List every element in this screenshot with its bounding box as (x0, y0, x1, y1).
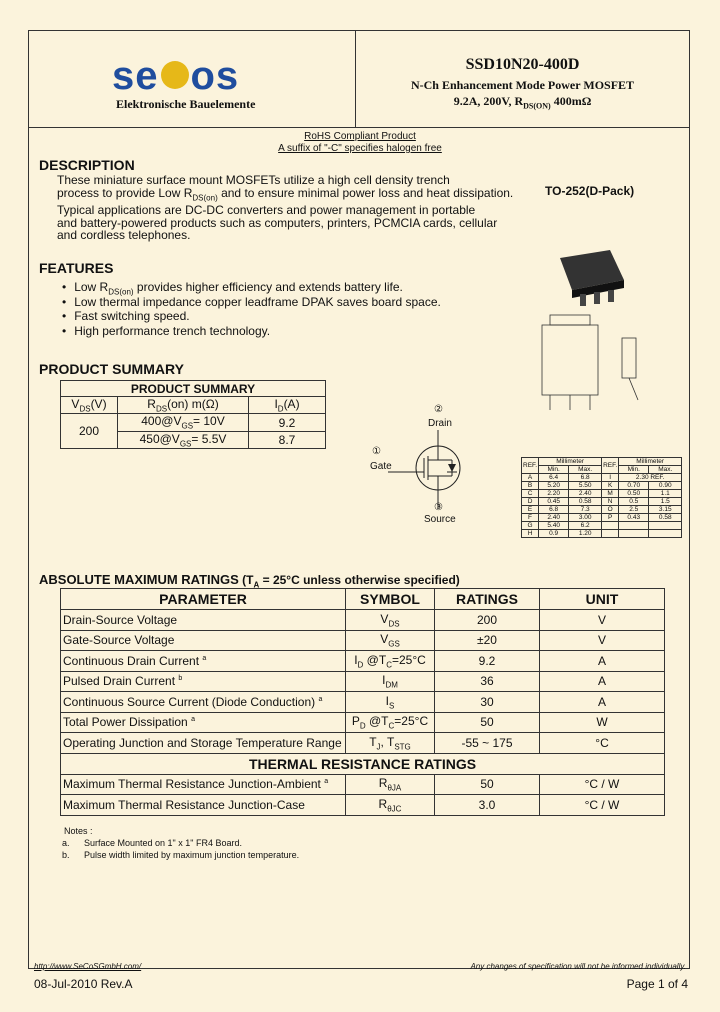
dim-cell: E (522, 506, 539, 514)
halogen-note: A suffix of "-C" specifies halogen free (278, 143, 442, 154)
symbol-cell: $V_{GS}$ (346, 630, 435, 651)
ratings-row (61, 692, 665, 713)
part-subtitle: N-Ch Enhancement Mode Power MOSFET (410, 78, 635, 92)
dim-cell: 2.30 REF. (619, 474, 682, 482)
feature-item: • Fast switching speed. (62, 309, 441, 324)
dim-header-mm: Millimeter (539, 458, 602, 466)
dim-cell: F (522, 514, 539, 522)
rating-cell: 9.2 (435, 651, 540, 672)
dim-cell: 0.90 (649, 482, 682, 490)
dim-cell: 0.43 (619, 514, 649, 522)
dimension-rows (522, 474, 682, 538)
logo-dot-icon (161, 61, 189, 89)
dim-cell: 7.3 (569, 506, 602, 514)
dim-header-min: Min. (619, 466, 649, 474)
company-name: Elektronische Bauelemente (116, 97, 256, 111)
dim-row (522, 522, 682, 530)
features-heading: FEATURES (39, 260, 114, 276)
dim-cell: 1.5 (649, 498, 682, 506)
symbol-cell: $R_{\theta JC}$ (346, 795, 435, 816)
source-label: Source (424, 514, 456, 525)
rating-cell: -55 ~ 175 (435, 733, 540, 754)
dim-cell: 5.20 (539, 482, 569, 490)
ratings-row (61, 712, 665, 733)
ps-vds-value: 200 (61, 414, 118, 449)
param-cell: Maximum Thermal Resistance Junction-Ambient $^a$ (61, 774, 346, 795)
dim-cell: 0.5 (619, 498, 649, 506)
dim-cell: P (602, 514, 619, 522)
dim-row (522, 514, 682, 522)
param-cell: Total Power Dissipation $^a$ (61, 712, 346, 733)
feature-item: • Low thermal impedance copper leadframe DPAK saves board space. (62, 295, 441, 310)
rating-cell: ±20 (435, 630, 540, 651)
ratings-col-parameter: PARAMETER (61, 589, 346, 610)
dim-cell: 3.15 (649, 506, 682, 514)
ratings-col-ratings: RATINGS (435, 589, 540, 610)
ps-table-title: PRODUCT SUMMARY (61, 381, 326, 397)
dim-header-min: Min. (539, 466, 569, 474)
dim-cell: 2.40 (539, 514, 569, 522)
description-text: These miniature surface mount MOSFETs utilize a high cell density trench process to provide Low $R_{DS(on)}$ and to ensure minimal power loss and heat dissipation. Typical applications are DC-DC converters and power management in portable and battery-powered products such as computers, printers, PCMCIA cards, cellular and cordless telephones. (57, 173, 514, 243)
unit-cell: V (540, 630, 665, 651)
dim-cell: 5.40 (539, 522, 569, 530)
dim-cell: D (522, 498, 539, 506)
param-cell: Continuous Source Current (Diode Conduction) $^a$ (61, 692, 346, 713)
ps-rds-value: $450@V_{GS}= 5.5V$ (118, 431, 249, 448)
ratings-heading: ABSOLUTE MAXIMUM RATINGS ($T_A = 25^\circ C$ unless otherwise specified) (39, 572, 460, 590)
dim-cell (619, 522, 649, 530)
param-cell: Gate-Source Voltage (61, 630, 346, 651)
unit-cell: °C / W (540, 774, 665, 795)
dim-cell: H (522, 530, 539, 538)
source-pin-number: ③ (434, 502, 443, 513)
dim-cell (649, 522, 682, 530)
footer-disclaimer: Any changes of specification will not be informed individually. (470, 962, 686, 971)
part-spec: 9.2A, 200V, $R_{DS(ON)}$ 400mΩ (453, 94, 592, 111)
dim-cell: 3.00 (569, 514, 602, 522)
param-cell: Continuous Drain Current $^a$ (61, 651, 346, 672)
ps-col-rds: $R_{DS}(on)$ m(Ω) (118, 397, 249, 414)
rohs-note: RoHS Compliant Product (304, 131, 416, 142)
ratings-table (60, 588, 665, 816)
feature-item: • High performance trench technology. (62, 324, 441, 339)
rating-cell: 30 (435, 692, 540, 713)
symbol-cell: $I_S$ (346, 692, 435, 713)
dim-cell: 1.1 (649, 490, 682, 498)
ps-rds-value: $400@V_{GS}= 10V$ (118, 414, 249, 431)
rating-cell: 50 (435, 712, 540, 733)
dim-cell (602, 530, 619, 538)
unit-cell: °C (540, 733, 665, 754)
dim-cell: O (602, 506, 619, 514)
dim-cell: 0.58 (569, 498, 602, 506)
dim-cell: 6.4 (539, 474, 569, 482)
dim-cell: N (602, 498, 619, 506)
ratings-row (61, 651, 665, 672)
gate-label: Gate (370, 461, 392, 472)
symbol-cell: $R_{\theta JA}$ (346, 774, 435, 795)
dim-cell: 0.9 (539, 530, 569, 538)
footer-url[interactable]: http://www.SeCoSGmbH.com/ (34, 962, 142, 971)
mosfet-symbol-icon (388, 430, 478, 510)
dim-cell: 5.50 (569, 482, 602, 490)
dim-row (522, 530, 682, 538)
ratings-rows (61, 610, 665, 754)
ratings-col-symbol: SYMBOL (346, 589, 435, 610)
dim-header-max: Max. (649, 466, 682, 474)
ratings-row (61, 671, 665, 692)
dim-cell: 2.40 (569, 490, 602, 498)
footer-date: 08-Jul-2010 Rev.A (34, 977, 133, 991)
description-heading: DESCRIPTION (39, 157, 135, 173)
dim-header-max: Max. (569, 466, 602, 474)
feature-item: • Low $R_{DS(on)}$ provides higher efficiency and extends battery life. (62, 280, 441, 295)
package-drawing (520, 240, 690, 420)
thermal-heading: THERMAL RESISTANCE RATINGS (61, 753, 665, 774)
dim-cell: 6.8 (569, 474, 602, 482)
footer-page: Page 1 of 4 (626, 977, 688, 991)
unit-cell: W (540, 712, 665, 733)
dim-cell: K (602, 482, 619, 490)
dim-row (522, 498, 682, 506)
ratings-row (61, 774, 665, 795)
drain-label: Drain (428, 418, 452, 429)
param-cell: Drain-Source Voltage (61, 610, 346, 631)
dim-row (522, 490, 682, 498)
ratings-col-unit: UNIT (540, 589, 665, 610)
dim-row (522, 506, 682, 514)
unit-cell: A (540, 692, 665, 713)
dim-cell: 0.70 (619, 482, 649, 490)
dim-row (522, 482, 682, 490)
unit-cell: V (540, 610, 665, 631)
ps-col-vds: $V_{DS}(V)$ (61, 397, 118, 414)
thermal-rows (61, 774, 665, 815)
rating-cell: 200 (435, 610, 540, 631)
part-number: SSD10N20-400D (465, 56, 580, 73)
note-b-label: b. (62, 850, 70, 860)
gate-pin-number: ① (372, 446, 381, 457)
dim-cell: 0.58 (649, 514, 682, 522)
company-logo: se os (112, 54, 240, 98)
ps-col-id: $I_D(A)$ (249, 397, 326, 414)
dim-cell: I (602, 474, 619, 482)
note-b: Pulse width limited by maximum junction temperature. (84, 850, 300, 860)
notes-title: Notes : (64, 826, 93, 836)
dim-cell: G (522, 522, 539, 530)
symbol-cell: $T_J$, $T_{STG}$ (346, 733, 435, 754)
dim-cell (602, 522, 619, 530)
rating-cell: 50 (435, 774, 540, 795)
ratings-row (61, 733, 665, 754)
dim-cell: 0.50 (619, 490, 649, 498)
dimension-table (521, 457, 682, 538)
dim-cell: 1.20 (569, 530, 602, 538)
dim-header-mm: Millimeter (619, 458, 682, 466)
ps-id-value: 9.2 (249, 414, 326, 431)
product-summary-heading: PRODUCT SUMMARY (39, 361, 184, 377)
ratings-row (61, 630, 665, 651)
features-list (62, 280, 441, 338)
ps-id-value: 8.7 (249, 431, 326, 448)
product-summary-table (60, 380, 326, 449)
dim-cell: C (522, 490, 539, 498)
rating-cell: 36 (435, 671, 540, 692)
note-a-label: a. (62, 838, 70, 848)
symbol-cell: $I_{DM}$ (346, 671, 435, 692)
dim-cell: 0.45 (539, 498, 569, 506)
dim-row (522, 474, 682, 482)
rating-cell: 3.0 (435, 795, 540, 816)
dim-cell: 6.2 (569, 522, 602, 530)
dim-cell: 6.8 (539, 506, 569, 514)
param-cell: Pulsed Drain Current $^b$ (61, 671, 346, 692)
symbol-cell: $I_D$ $@T_C=25^\circ C$ (346, 651, 435, 672)
dim-cell: B (522, 482, 539, 490)
drain-pin-number: ② (434, 404, 443, 415)
unit-cell: °C / W (540, 795, 665, 816)
symbol-cell: $P_D$ $@T_C=25^\circ C$ (346, 712, 435, 733)
dim-cell: 2.20 (539, 490, 569, 498)
dim-cell: 2.5 (619, 506, 649, 514)
dim-cell: A (522, 474, 539, 482)
ratings-row (61, 795, 665, 816)
unit-cell: A (540, 651, 665, 672)
ratings-row (61, 610, 665, 631)
package-3d-icon (560, 250, 624, 306)
dim-header-ref: REF. (602, 458, 619, 474)
dim-cell (619, 530, 649, 538)
unit-cell: A (540, 671, 665, 692)
package-outline-icon (542, 315, 638, 410)
param-cell: Operating Junction and Storage Temperature Range (61, 733, 346, 754)
param-cell: Maximum Thermal Resistance Junction-Case (61, 795, 346, 816)
symbol-cell: $V_{DS}$ (346, 610, 435, 631)
note-a: Surface Mounted on 1" x 1" FR4 Board. (84, 838, 242, 848)
dim-cell: M (602, 490, 619, 498)
dim-cell (649, 530, 682, 538)
dim-header-ref: REF. (522, 458, 539, 474)
package-label: TO-252(D-Pack) (545, 184, 635, 198)
